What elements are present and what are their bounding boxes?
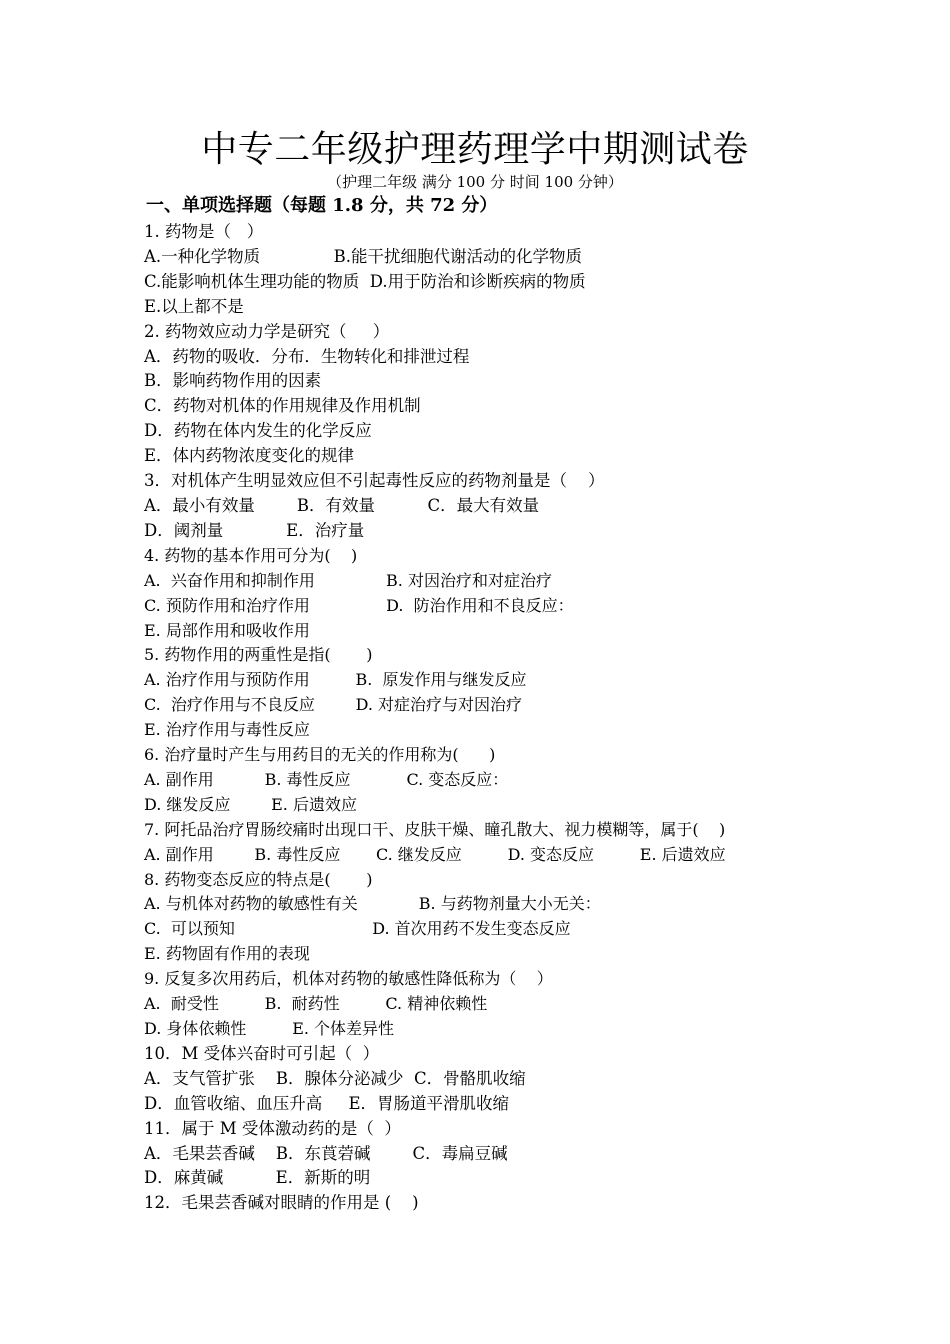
text-line: 9. 反复多次用药后，机体对药物的敏感性降低称为（ ） bbox=[144, 969, 553, 989]
exam-subtitle: （护理二年级 满分 100 分 时间 100 分钟） bbox=[327, 173, 623, 191]
text-line: C. 预防作用和治疗作用 D. 防治作用和不良反应： bbox=[144, 595, 574, 615]
text-line: 4. 药物的基本作用可分为( ) bbox=[144, 545, 358, 565]
question-list bbox=[144, 220, 824, 1216]
text-line: 7. 阿托品治疗胃肠绞痛时出现口干、皮肤干燥、瞳孔散大、视力模糊等，属于( ) bbox=[144, 819, 726, 839]
text-line: D．药物在体内发生的化学反应 bbox=[144, 421, 372, 441]
text-line: 10．M 受体兴奋时可引起（ ） bbox=[144, 1043, 380, 1063]
text-line: E．体内药物浓度变化的规律 bbox=[144, 446, 355, 466]
text-line: D. 继发反应 E. 后遗效应 bbox=[144, 794, 357, 814]
exam-page bbox=[144, 128, 824, 1216]
text-line: D．血管收缩、血压升高 E．胃肠道平滑肌收缩 bbox=[144, 1093, 509, 1113]
text-line: 1. 药物是（ ） bbox=[144, 222, 264, 241]
text-line: 2. 药物效应动力学是研究（ ） bbox=[144, 321, 390, 341]
text-line: E.以上都不是 bbox=[144, 296, 244, 316]
text-line: C. 治疗作用与不良反应 D. 对症治疗与对因治疗 bbox=[144, 695, 523, 715]
text-line: A. 治疗作用与预防作用 B. 原发作用与继发反应 bbox=[144, 670, 527, 690]
text-line: D．阈剂量 E．治疗量 bbox=[144, 520, 365, 540]
text-line: A.一种化学物质 B.能干扰细胞代谢活动的化学物质 bbox=[144, 246, 582, 266]
text-line: A. 副作用 B. 毒性反应 C. 变态反应： bbox=[144, 769, 509, 789]
text-line: A．支气管扩张 B．腺体分泌减少 C．骨骼肌收缩 bbox=[144, 1068, 526, 1088]
text-line: C. 可以预知 D. 首次用药不发生变态反应 bbox=[144, 919, 571, 939]
text-line: 12．毛果芸香碱对眼睛的作用是 ( ) bbox=[144, 1193, 419, 1213]
text-line: A. 耐受性 B. 耐药性 C. 精神依赖性 bbox=[144, 994, 488, 1014]
text-line: A．最小有效量 B．有效量 C．最大有效量 bbox=[144, 495, 540, 515]
text-line: D. 身体依赖性 E. 个体差异性 bbox=[144, 1019, 395, 1038]
text-line: A．毛果芸香碱 B．东莨菪碱 C．毒扁豆碱 bbox=[144, 1143, 508, 1163]
text-line: D．麻黄碱 E．新斯的明 bbox=[144, 1168, 371, 1188]
text-line: 5. 药物作用的两重性是指( ) bbox=[144, 645, 373, 665]
text-line: C.能影响机体生理功能的物质 D.用于防治和诊断疾病的物质 bbox=[144, 271, 586, 291]
section-heading: 一、单项选择题（每题 1.8 分，共 72 分） bbox=[146, 195, 498, 216]
text-line: 6. 治疗量时产生与用药目的无关的作用称为( ) bbox=[144, 745, 496, 765]
text-line: C．药物对机体的作用规律及作用机制 bbox=[144, 396, 421, 416]
text-line: 11．属于 M 受体激动药的是（ ） bbox=[144, 1118, 401, 1138]
text-line: A. 兴奋作用和抑制作用 B. 对因治疗和对症治疗 bbox=[144, 570, 552, 590]
text-line: A. 副作用 B. 毒性反应 C. 继发反应 D. 变态反应 E. 后遗效应 bbox=[144, 844, 726, 864]
text-line: E. 局部作用和吸收作用 bbox=[144, 620, 310, 640]
text-line: 3．对机体产生明显效应但不引起毒性反应的药物剂量是（ ） bbox=[144, 471, 605, 491]
text-line: A. 与机体对药物的敏感性有关 B. 与药物剂量大小无关： bbox=[144, 894, 601, 914]
text-line: A．药物的吸收．分布．生物转化和排泄过程 bbox=[144, 346, 470, 366]
text-line: B．影响药物作用的因素 bbox=[144, 371, 322, 391]
text-line: E. 治疗作用与毒性反应 bbox=[144, 720, 310, 740]
text-line: E. 药物固有作用的表现 bbox=[144, 944, 310, 964]
page-title: 中专二年级护理药理学中期测试卷 bbox=[201, 129, 749, 170]
text-line: 8. 药物变态反应的特点是( ) bbox=[144, 869, 373, 889]
